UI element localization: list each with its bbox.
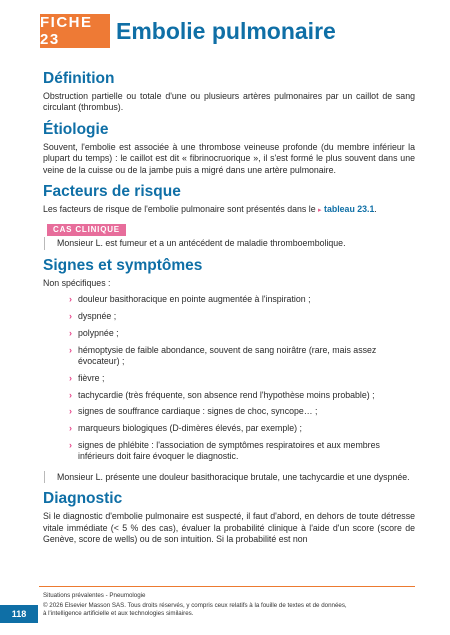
page-footer <box>43 592 423 618</box>
chevron-bullet-icon: › <box>69 389 72 400</box>
cas-clinique-box-2 <box>44 471 415 483</box>
signes-heading: Signes et symptômes <box>43 256 203 274</box>
page-title: Embolie pulmonaire <box>116 18 336 44</box>
diagnostic-section <box>43 490 415 545</box>
page-number: 118 <box>0 605 38 623</box>
reference-arrow-icon: ▸ <box>318 207 322 215</box>
list-item <box>69 294 415 305</box>
page-header <box>0 14 450 48</box>
etiologie-section <box>43 121 415 176</box>
list-item <box>69 390 415 401</box>
chevron-bullet-icon: › <box>69 344 72 355</box>
cas-clinique-text-2: Monsieur L. présente une douleur basithoracique brutale, une tachycardie et une dyspnée. <box>57 471 410 482</box>
etiologie-heading: Étiologie <box>43 120 109 138</box>
signes-intro: Non spécifiques : <box>43 277 111 288</box>
cas-clinique-badge: CAS CLINIQUE <box>47 224 126 236</box>
diagnostic-text: Si le diagnostic d'embolie pulmonaire est suspecté, il faut d'abord, en dehors de toute détresse vitale immédiate (< 5 % des cas), évaluer la probabilité clinique à l'aide d'un score (score de Genève, score de wells) ou de son intuition. Si la probabilité est non <box>43 511 415 545</box>
page-content <box>43 70 415 545</box>
footer-divider <box>39 586 415 587</box>
cas-clinique-box <box>44 237 415 249</box>
facteurs-heading: Facteurs de risque <box>43 183 181 201</box>
facteurs-text-after: . <box>374 204 377 215</box>
chevron-bullet-icon: › <box>69 372 72 383</box>
list-item-text: douleur basithoracique en pointe augmentée à l'inspiration ; <box>78 294 311 305</box>
chevron-bullet-icon: › <box>69 327 72 338</box>
list-item <box>69 311 415 322</box>
facteurs-text <box>43 204 415 216</box>
signes-section <box>43 257 415 463</box>
chevron-bullet-icon: › <box>69 406 72 417</box>
facteurs-section <box>43 183 415 216</box>
list-item-text: fièvre ; <box>78 372 105 383</box>
list-item <box>69 423 415 434</box>
list-item-text: signes de souffrance cardiaque : signes de choc, syncope… ; <box>78 406 318 417</box>
tableau-reference-link[interactable]: tableau 23.1 <box>324 204 375 215</box>
diagnostic-heading: Diagnostic <box>43 490 123 508</box>
footer-copyright-line-1: © 2026 Elsevier Masson SAS. Tous droits réservés, y compris ceux relatifs à la fouille de textes et de données, <box>43 602 347 609</box>
cas-clinique-text: Monsieur L. est fumeur et a un antécédent de maladie thromboembolique. <box>57 238 346 249</box>
footer-copyright-line-2: à l'intelligence artificielle et aux technologies similaires. <box>43 610 194 617</box>
list-item <box>69 406 415 417</box>
definition-section <box>43 70 415 114</box>
list-item <box>69 440 415 463</box>
facteurs-text-before: Les facteurs de risque de l'embolie pulmonaire sont présentés dans le <box>43 204 316 215</box>
list-item-text: tachycardie (très fréquente, son absence rend l'hypothèse moins probable) ; <box>78 389 375 400</box>
footer-section-label: Situations prévalentes - Pneumologie <box>43 592 146 599</box>
list-item <box>69 345 415 368</box>
list-item-text: polypnée ; <box>78 327 119 338</box>
chevron-bullet-icon: › <box>69 423 72 434</box>
definition-heading: Définition <box>43 70 115 87</box>
symptoms-list <box>69 294 415 463</box>
list-item <box>69 373 415 384</box>
list-item-text: marqueurs biologiques (D-dimères élevés, par exemple) ; <box>78 423 302 434</box>
list-item-text: dyspnée ; <box>78 311 117 322</box>
list-item <box>69 328 415 339</box>
fiche-badge: FICHE 23 <box>40 14 110 48</box>
list-item-text: signes de phlébite : l'association de symptômes respiratoires et aux membres inférieurs doit faire évoquer le diagnostic. <box>78 440 380 462</box>
list-item-text: hémoptysie de faible abondance, souvent de sang noirâtre (rare, mais assez évocateur) ; <box>78 344 377 367</box>
etiologie-text: Souvent, l'embolie est associée à une thrombose veineuse profonde (du membre inférieur la plupart du temps) : le caillot est dit « fibrinocruorique », il s'est formé le plus souvent dans une veine de la cuisse ou de la jambe puis a migré dans une artère pulmonaire. <box>43 141 415 175</box>
definition-text: Obstruction partielle ou totale d'une ou plusieurs artères pulmonaires par un caillot de sang circulant (thrombus). <box>43 91 415 113</box>
chevron-bullet-icon: › <box>69 294 72 305</box>
chevron-bullet-icon: › <box>69 311 72 322</box>
chevron-bullet-icon: › <box>69 440 72 451</box>
